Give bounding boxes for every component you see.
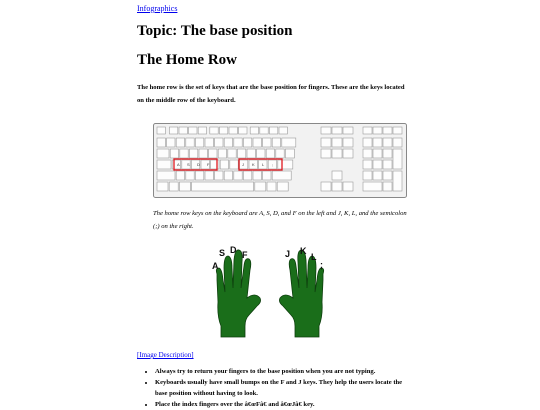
home-key-label: A (177, 162, 180, 167)
keyboard-key (383, 171, 392, 180)
keyboard-key (157, 149, 169, 158)
right-hand-graphic (279, 250, 323, 337)
keyboard-key (220, 160, 228, 169)
hand-label-semicolon: ; (320, 260, 323, 270)
keyboard-key (373, 138, 382, 147)
keyboard-key (363, 149, 372, 158)
keyboard-key (321, 127, 331, 134)
page-title: Topic: The base position (137, 23, 293, 39)
keyboard-key (189, 127, 197, 134)
keyboard-key (266, 149, 274, 158)
hand-label-j: J (285, 249, 291, 259)
hand-label-s: S (219, 248, 226, 258)
keyboard-key (243, 171, 251, 180)
keyboard-key (157, 171, 175, 180)
keyboard-key (343, 127, 353, 134)
keyboard-key (157, 138, 165, 147)
keyboard-key (363, 171, 372, 180)
keyboard-key (218, 149, 226, 158)
keyboard-key (224, 171, 232, 180)
keyboard-key (373, 171, 382, 180)
keyboard-key (279, 127, 287, 134)
keyboard-key (277, 182, 288, 191)
keyboard-key (383, 138, 392, 147)
spacebar-key (192, 182, 254, 191)
keyboard-caption: The home row keys on the keyboard are A, S, D, and F on the left and J, K, L, and the semicolon (;) on the right. (153, 210, 407, 230)
keyboard-key (321, 149, 331, 158)
keyboard-key (363, 138, 372, 147)
keyboard-key (332, 127, 342, 134)
home-key-label: D (197, 162, 200, 167)
keyboard-key (186, 138, 194, 147)
keyboard-key (393, 171, 402, 191)
keyboard-key (243, 138, 251, 147)
keyboard-key (209, 149, 217, 158)
hand-label-l: L (311, 252, 317, 262)
keyboard-key (195, 138, 203, 147)
keyboard-key (169, 182, 178, 191)
home-key-label: J (242, 162, 244, 167)
keyboard-key (189, 149, 197, 158)
keyboard-key (230, 160, 238, 169)
keyboard-key (224, 138, 232, 147)
section-heading: The Home Row (137, 52, 237, 68)
hand-label-d: D (230, 245, 237, 255)
keyboard-key (205, 171, 213, 180)
tip-item: • Place the index fingers over the â€œFâ€ and â€œJâ€ key. (155, 399, 407, 410)
keyboard-key (169, 127, 177, 134)
arrow-key (332, 182, 342, 191)
home-key-label: ; (272, 162, 274, 167)
tip-item: • Keyboards usually have small bumps on the F and J keys. They help the users locate the base position without having to look. (155, 377, 407, 399)
intro-paragraph: The home row is the set of keys that are the base position for fingers. These are the keys located on the middle row of the keyboard. (137, 84, 405, 104)
keyboard-key (383, 182, 392, 191)
keyboard-key (282, 138, 296, 147)
keyboard-key (157, 127, 165, 134)
keyboard-key (363, 160, 372, 169)
home-key-label: F (207, 162, 210, 167)
keyboard-key (234, 138, 242, 147)
image-description-link[interactable]: [Image Description] (137, 351, 194, 359)
keyboard-key (176, 138, 184, 147)
breadcrumb-infographics-link[interactable]: Infographics (137, 4, 178, 13)
keyboard-key (269, 127, 277, 134)
keyboard-key (332, 138, 342, 147)
keyboard-key (250, 127, 258, 134)
keyboard-key (237, 149, 245, 158)
keyboard-key (272, 171, 291, 180)
keyboard-key (272, 138, 280, 147)
tips-list (137, 366, 407, 410)
keyboard-key (363, 127, 372, 134)
keyboard-key (373, 127, 382, 134)
keyboard-key (285, 149, 294, 158)
keyboard-key (276, 149, 284, 158)
keyboard-key (260, 127, 268, 134)
keyboard-key (176, 171, 184, 180)
keyboard-key (228, 149, 236, 158)
arrow-key (321, 182, 331, 191)
keyboard-key (383, 127, 392, 134)
tip-item: • Always try to return your fingers to the base position when you are not typing. (155, 366, 407, 377)
keyboard-key (393, 149, 402, 169)
keyboard-key (180, 149, 188, 158)
keyboard-key (205, 138, 213, 147)
keyboard-key (211, 160, 219, 169)
keyboard-key (247, 149, 255, 158)
home-key-label: S (187, 162, 190, 167)
hand-label-f: F (242, 250, 248, 260)
keyboard-key (253, 171, 261, 180)
keyboard-key (321, 138, 331, 147)
keyboard-key (179, 182, 190, 191)
keyboard-key (195, 171, 203, 180)
hand-label-k: K (300, 246, 307, 256)
home-key-label: L (262, 162, 265, 167)
hand-label-a: A (212, 261, 219, 271)
keyboard-key (278, 160, 293, 169)
keyboard-key (179, 127, 187, 134)
keyboard-key (383, 160, 392, 169)
keyboard-key (170, 149, 178, 158)
keyboard-key (255, 182, 266, 191)
keyboard-key (263, 138, 271, 147)
keyboard-key (219, 127, 227, 134)
home-key-label: K (252, 162, 255, 167)
keyboard-key (186, 171, 194, 180)
keyboard-key (167, 138, 175, 147)
keyboard-key (343, 138, 353, 147)
keyboard-key (157, 182, 168, 191)
keyboard-key (253, 138, 261, 147)
keyboard-key (229, 127, 237, 134)
arrow-key (343, 182, 353, 191)
keyboard-key (373, 149, 382, 158)
keyboard-key (267, 182, 276, 191)
keyboard-key (210, 127, 218, 134)
keyboard-key (199, 149, 207, 158)
keyboard-key (198, 127, 206, 134)
keyboard-key (257, 149, 265, 158)
keyboard-key (239, 127, 247, 134)
keyboard-key (373, 160, 382, 169)
keyboard-illustration (153, 123, 407, 198)
keyboard-key (234, 171, 242, 180)
keyboard-key (363, 182, 382, 191)
keyboard-key (332, 149, 342, 158)
left-hand-graphic (216, 250, 260, 337)
keyboard-key (343, 149, 353, 158)
keyboard-key (263, 171, 271, 180)
hands-illustration (205, 240, 335, 340)
keyboard-key (393, 138, 402, 147)
keyboard-key (215, 171, 223, 180)
keyboard-key (393, 127, 402, 134)
keyboard-key (383, 149, 392, 158)
arrow-up-key (332, 171, 342, 180)
keyboard-key (157, 160, 171, 169)
keyboard-key (215, 138, 223, 147)
